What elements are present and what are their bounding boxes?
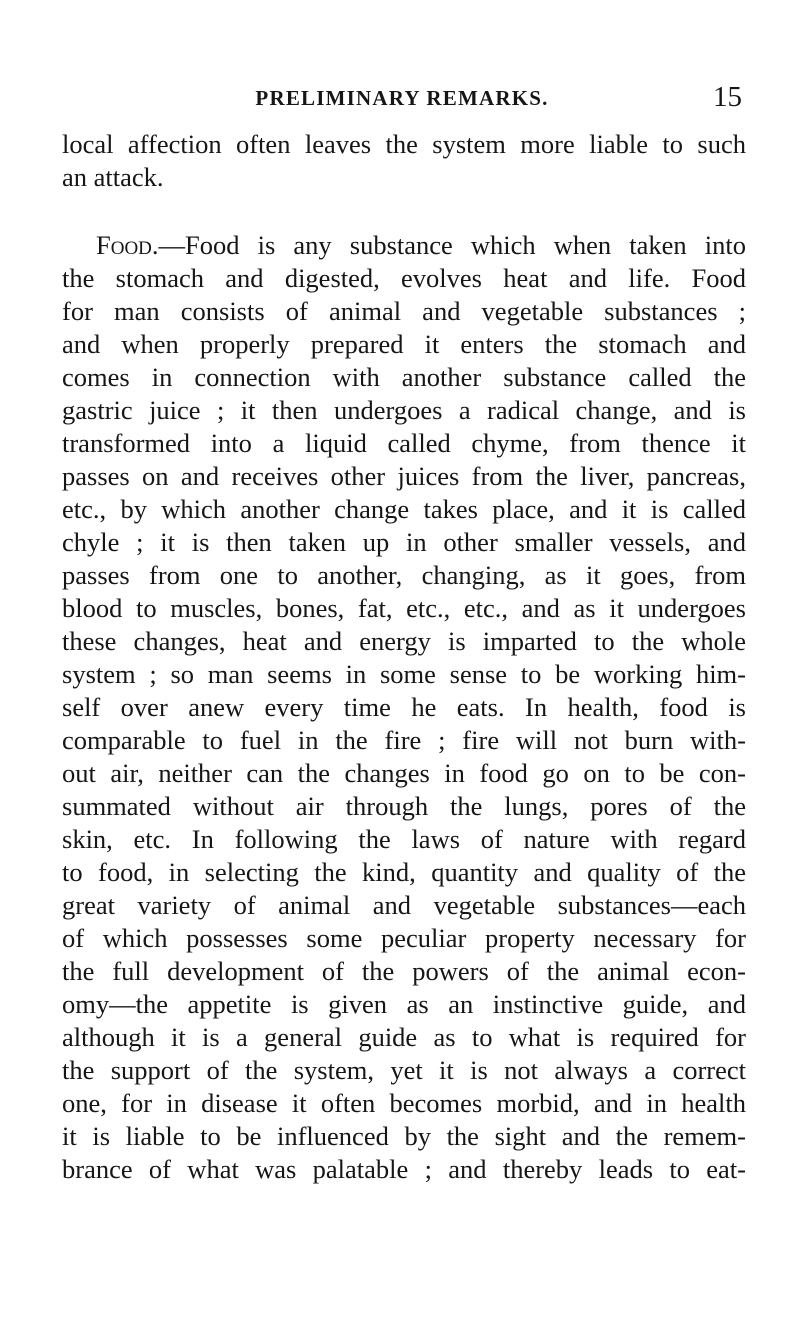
text-line: it is liable to be influenced by the sight and the remem-: [62, 1121, 746, 1151]
paragraph-first-line: [62, 229, 746, 262]
text-line: blood to muscles, bones, fat, etc., etc., and as it undergoes: [62, 593, 746, 623]
paragraph-continuation: [62, 128, 746, 194]
text-line: etc., by which another change takes place, and it is called: [62, 494, 746, 524]
text-line: gastric juice ; it then undergoes a radical change, and is: [62, 395, 746, 425]
text-line: and when properly prepared it enters the stomach and: [62, 329, 746, 359]
running-title: PRELIMINARY REMARKS.: [255, 86, 549, 110]
body-text: [62, 128, 746, 1186]
text-line: the stomach and digested, evolves heat and life. Food: [62, 263, 746, 293]
paragraph-spacer: [62, 194, 746, 229]
text-span: —Food is any substance which when taken into: [158, 230, 746, 260]
text-line: out air, neither can the changes in food go on to be con-: [62, 758, 746, 788]
text-line: omy—the appetite is given as an instinctive guide, and: [62, 989, 746, 1019]
text-line: these changes, heat and energy is imparted to the whole: [62, 626, 746, 656]
text-line: to food, in selecting the kind, quantity and quality of the: [62, 857, 746, 887]
text-line: of which possesses some peculiar property necessary for: [62, 923, 746, 953]
text-line: skin, etc. In following the laws of nature with regard: [62, 824, 746, 854]
text-line: one, for in disease it often becomes morbid, and in health: [62, 1088, 746, 1118]
running-head: [62, 81, 742, 116]
text-line: great variety of animal and vegetable substances—each: [62, 890, 746, 920]
paragraph-food: [62, 229, 746, 1186]
text-line: brance of what was palatable ; and thereby leads to eat-: [62, 1154, 746, 1184]
text-line: summated without air through the lungs, pores of the: [62, 791, 746, 821]
text-line: the full development of the powers of the animal econ-: [62, 956, 746, 986]
text-line: transformed into a liquid called chyme, from thence it: [62, 428, 746, 458]
page-number: 15: [713, 81, 742, 113]
text-line: passes from one to another, changing, as it goes, from: [62, 560, 746, 590]
text-line: for man consists of animal and vegetable substances ;: [62, 296, 746, 326]
text-line: comparable to fuel in the fire ; fire will not burn with-: [62, 725, 746, 755]
text-line: the support of the system, yet it is not always a correct: [62, 1055, 746, 1085]
text-line: system ; so man seems in some sense to be working him-: [62, 659, 746, 689]
section-heading: Food.: [96, 230, 159, 260]
text-line: although it is a general guide as to what is required for: [62, 1022, 746, 1052]
text-line: an attack.: [62, 162, 164, 192]
text-line: self over anew every time he eats. In health, food is: [62, 692, 746, 722]
text-line: chyle ; it is then taken up in other smaller vessels, and: [62, 527, 746, 557]
text-line: comes in connection with another substance called the: [62, 362, 746, 392]
text-line: passes on and receives other juices from the liver, pancreas,: [62, 461, 746, 491]
text-line: local affection often leaves the system more liable to such: [62, 129, 746, 159]
